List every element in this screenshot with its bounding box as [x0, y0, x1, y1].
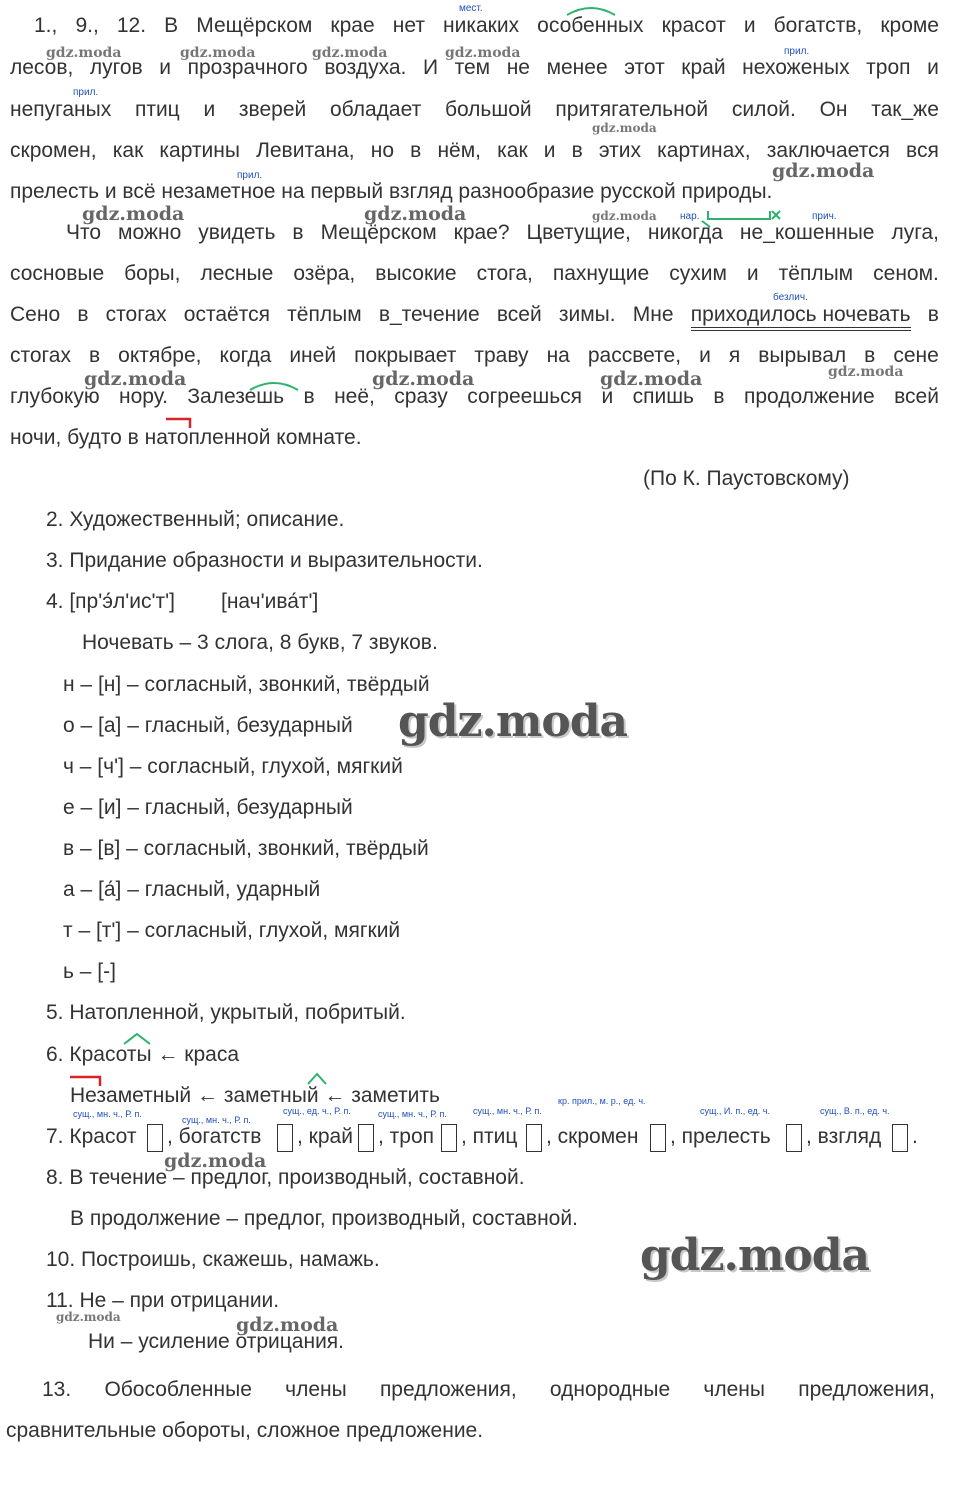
- watermark: gdz.moda: [828, 364, 904, 380]
- ending-box: [441, 1124, 457, 1152]
- answer-4-transcription-2: [нач'ива́т']: [221, 590, 319, 613]
- ending-box: [277, 1124, 293, 1152]
- answer-13-line-1: 13. Обособленные члены предложения, однородные члены предложения,: [42, 1378, 935, 1401]
- watermark: gdz.moda: [772, 160, 875, 182]
- p1-line-1: 1., 9., 12. В Мещёрском крае нет никаких особенных красот и богатств, кроме: [34, 14, 939, 37]
- watermark: gdz.moda: [600, 368, 703, 390]
- answer-13-line-2: сравнительные обороты, сложное предложение.: [6, 1419, 484, 1442]
- root-arc-mark: [122, 1032, 152, 1046]
- annotation-prich: прич.: [812, 211, 837, 222]
- answer-7-word: , взгляд: [806, 1125, 882, 1148]
- watermark-large: gdz.moda: [398, 696, 628, 747]
- answer-8-line-2: В продолжение – предлог, производный, составной.: [70, 1207, 578, 1230]
- answer-7-word: , скромен: [546, 1125, 639, 1148]
- annotation-grammar: кр. прил., м. р., ед. ч.: [558, 1096, 646, 1106]
- ending-box: [526, 1124, 542, 1152]
- answer-8-line-1: 8. В течение – предлог, производный, составной.: [46, 1166, 525, 1189]
- annotation-grammar: сущ., мн. ч., Р. п.: [73, 1109, 142, 1119]
- attribution: (По К. Паустовскому): [643, 467, 850, 490]
- root-arc-mark: [565, 3, 617, 17]
- answer-7-word: , прелесть: [670, 1125, 771, 1148]
- watermark: gdz.moda: [592, 121, 657, 135]
- phonetic-row: в – [в] – согласный, звонкий, твёрдый: [63, 837, 429, 860]
- phonetic-row: о – [а] – гласный, безударный: [63, 714, 353, 737]
- answer-7-word: .: [912, 1125, 918, 1148]
- answer-6-line-1: 6. Красоты ← краса: [46, 1043, 239, 1066]
- answer-4-transcription-1: 4. [пр'э́л'ис'т']: [46, 590, 175, 613]
- annotation-grammar: сущ., ед. ч., Р. п.: [283, 1106, 351, 1116]
- watermark: gdz.moda: [592, 209, 657, 223]
- annotation-grammar: сущ., мн. ч., Р. п.: [182, 1115, 251, 1125]
- watermark: gdz.moda: [56, 1310, 121, 1324]
- answer-7-word: , край: [297, 1125, 353, 1148]
- p2-line-5: глубокую нору. Залезешь в неё, сразу согреешься и спишь в продолжение всей: [10, 385, 939, 408]
- root-arc-mark: [306, 1072, 328, 1086]
- answer-3: 3. Придание образности и выразительности.: [46, 549, 483, 572]
- watermark: gdz.moda: [84, 368, 187, 390]
- prefix-mark: [164, 416, 194, 430]
- annotation-nar: нар.: [680, 211, 700, 222]
- watermark: gdz.moda: [46, 45, 122, 61]
- annotation-pril: прил.: [237, 170, 263, 181]
- prefix-mark: [68, 1074, 104, 1088]
- answer-4-summary: Ночевать – 3 слога, 8 букв, 7 звуков.: [82, 631, 438, 654]
- p1-line-5: прелесть и всё незаметное на первый взгляд разнообразие русской природы.: [10, 180, 773, 203]
- phonetic-row: е – [и] – гласный, безударный: [63, 796, 353, 819]
- p2-line-1: Что можно увидеть в Мещёрском крае? Цветущие, никогда не_кошенные луга,: [66, 221, 939, 244]
- answer-10: 10. Построишь, скажешь, намажь.: [46, 1248, 380, 1271]
- predicate-underlined: приходилось ночевать: [691, 303, 911, 331]
- p2-line-2: сосновые боры, лесные озёра, высокие стога, пахнущие сухим и тёплым сеном.: [10, 262, 939, 285]
- annotation-grammar: сущ., мн. ч., Р. п.: [473, 1106, 542, 1116]
- annotation-grammar: сущ., мн. ч., Р. п.: [378, 1109, 447, 1119]
- answer-6-line-2: Незаметный ← заметный ← заметить: [70, 1084, 440, 1107]
- annotation-pril: прил.: [73, 87, 99, 98]
- suffix-mark: [700, 207, 790, 229]
- watermark: gdz.moda: [445, 45, 521, 61]
- ending-box: [147, 1124, 163, 1152]
- answer-7-word: 7. Красот: [46, 1125, 137, 1148]
- watermark: gdz.moda: [164, 1150, 267, 1172]
- phonetic-row: н – [н] – согласный, звонкий, твёрдый: [63, 673, 430, 696]
- watermark: gdz.moda: [236, 1314, 339, 1336]
- annotation-grammar: сущ., И. п., ед. ч.: [700, 1106, 771, 1116]
- ending-box: [786, 1124, 802, 1152]
- watermark: gdz.moda: [364, 203, 467, 225]
- phonetic-row: ь – [-]: [63, 960, 116, 983]
- annotation-mest: мест.: [459, 3, 483, 14]
- phonetic-row: а – [а́] – гласный, ударный: [63, 878, 321, 901]
- ending-box: [358, 1124, 374, 1152]
- p1-line-4: скромен, как картины Левитана, но в нём, как и в этих картинах, заключается вся: [10, 139, 939, 162]
- annotation-pril: прил.: [784, 46, 810, 57]
- watermark: gdz.moda: [372, 368, 475, 390]
- answer-11-line-1: 11. Не – при отрицании.: [46, 1289, 280, 1312]
- ending-box: [650, 1124, 666, 1152]
- watermark: gdz.moda: [180, 45, 256, 61]
- answer-7-word: , богатств: [167, 1125, 262, 1148]
- answer-7-word: , троп: [378, 1125, 435, 1148]
- phonetic-row: ч – [ч'] – согласный, глухой, мягкий: [63, 755, 403, 778]
- watermark: gdz.moda: [312, 45, 388, 61]
- watermark-large: gdz.moda: [640, 1230, 870, 1281]
- p1-line-2: лесов, лугов и прозрачного воздуха. И тем не менее этот край нехоженых троп и: [10, 56, 939, 79]
- p2-line-3: Сено в стогах остаётся тёплым в_течение всей зимы. Мне приходилось ночевать в: [10, 303, 939, 331]
- answer-11-line-2: Ни – усиление отрицания.: [88, 1330, 344, 1353]
- p1-line-3: непуганых птиц и зверей обладает большой притягательной силой. Он так_же: [10, 98, 939, 121]
- p2-line-6: ночи, будто в натопленной комнате.: [10, 426, 362, 449]
- answer-2: 2. Художественный; описание.: [46, 508, 345, 531]
- annotation-grammar: сущ., В. п., ед. ч.: [820, 1106, 890, 1116]
- phonetic-row: т – [т'] – согласный, глухой, мягкий: [63, 919, 401, 942]
- ending-box: [892, 1124, 908, 1152]
- annotation-bezlich: безлич.: [773, 292, 808, 303]
- ending-arc-mark: [248, 378, 300, 392]
- p2-line-4: стогах в октябре, когда иней покрывает траву на рассвете, и я вырывал в сене: [10, 344, 939, 367]
- answer-7-word: , птиц: [461, 1125, 518, 1148]
- answer-5: 5. Натопленной, укрытый, побритый.: [46, 1001, 406, 1024]
- watermark: gdz.moda: [82, 203, 185, 225]
